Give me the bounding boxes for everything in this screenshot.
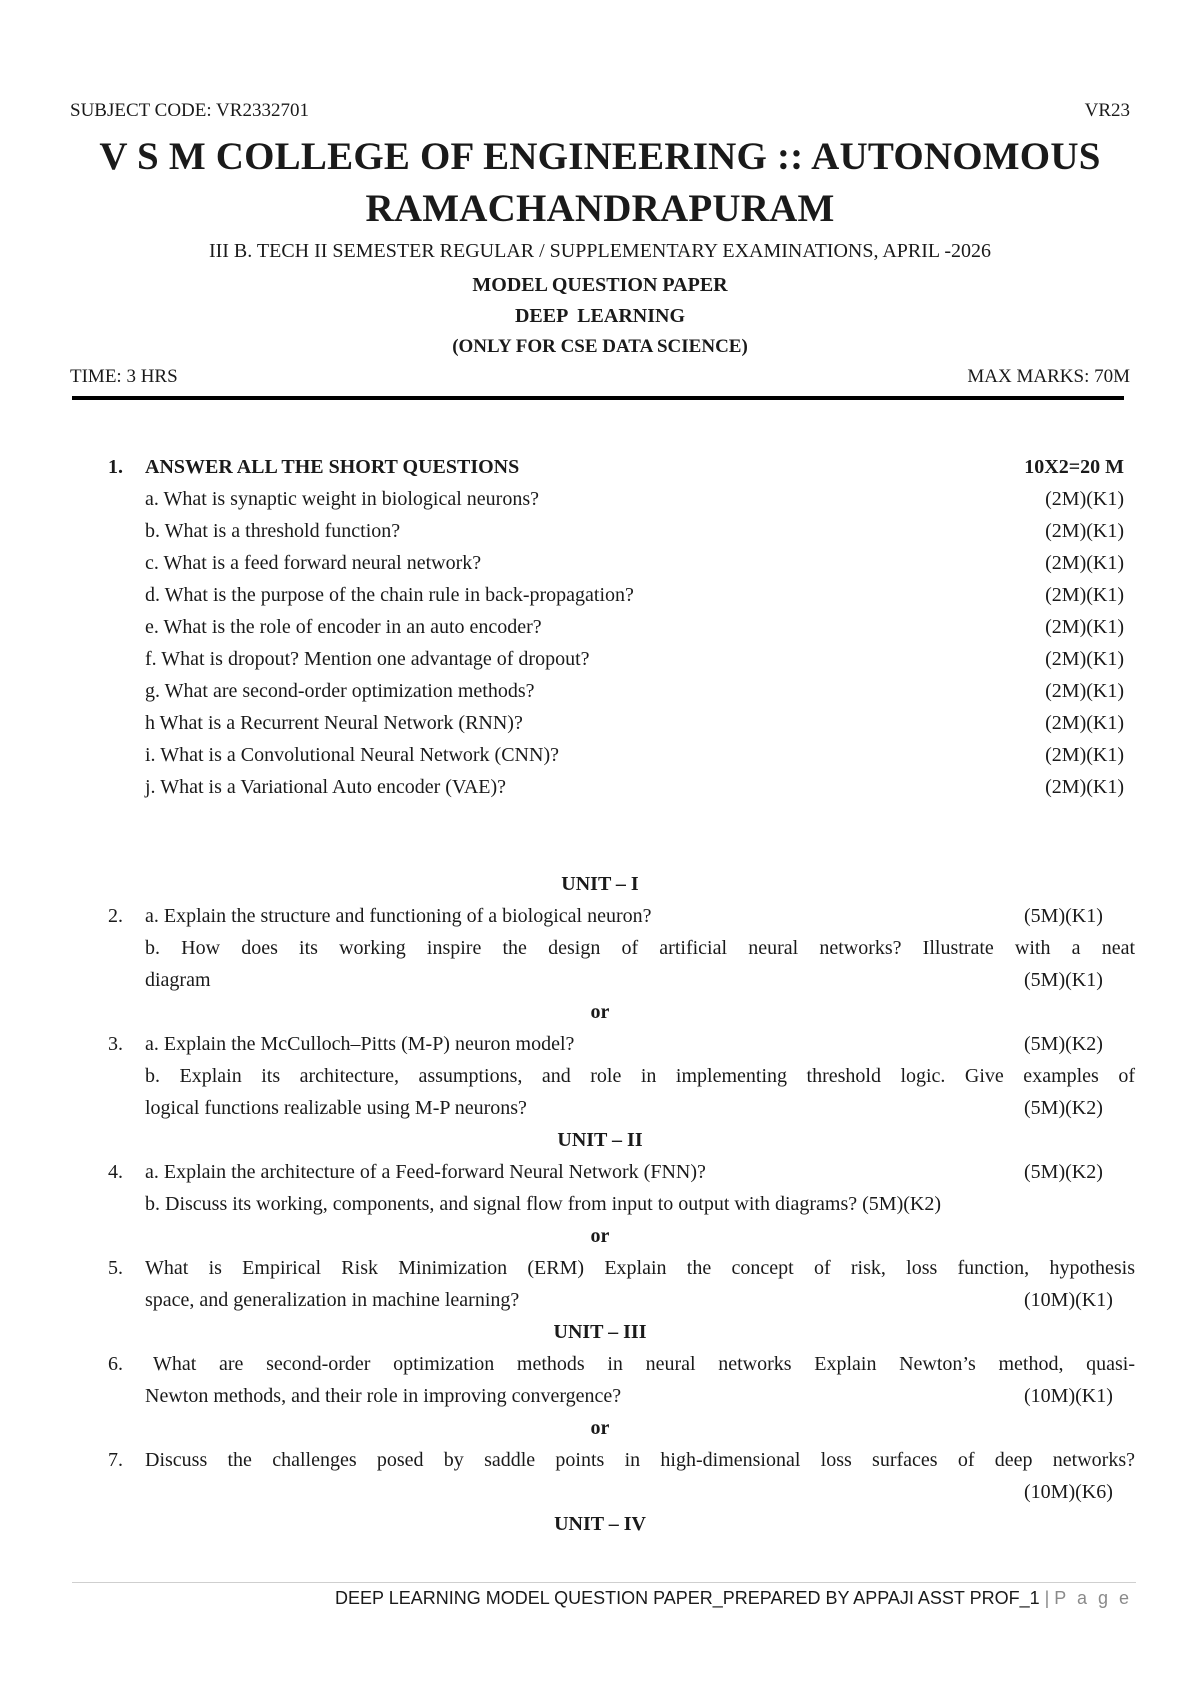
question-marks: (2M)(K1) [1045,648,1124,670]
question-6-marks: (10M)(K1) [1024,1385,1113,1407]
subject-code: SUBJECT CODE: VR2332701 [70,100,309,121]
question-4b-text: b. Discuss its working, components, and signal flow from input to output with diagrams? (5M)(K2) [145,1193,942,1215]
short-question-item [0,712,1200,742]
question-number: 5. [108,1257,123,1279]
footer-text: DEEP LEARNING MODEL QUESTION PAPER_PREPARED BY APPAJI ASST PROF_1 [335,1588,1040,1608]
or-divider: or [590,1001,610,1023]
question-marks: (2M)(K1) [1045,584,1124,606]
question-marks: (2M)(K1) [1045,776,1124,798]
question-7-marks: (10M)(K6) [1024,1481,1113,1503]
question-text: j. What is a Variational Auto encoder (VAE)? [145,776,507,798]
question-3a-text: a. Explain the McCulloch–Pitts (M-P) neuron model? [145,1033,575,1055]
question-7-text: Discuss the challenges posed by saddle points in high-dimensional loss surfaces of deep networks? [145,1449,1135,1471]
question-2b-marks: (5M)(K1) [1024,969,1103,991]
question-5-line2: space, and generalization in machine learning? [145,1289,520,1311]
question-text: h What is a Recurrent Neural Network (RNN)? [145,712,523,734]
paper-type: MODEL QUESTION PAPER [472,274,728,296]
question-text: g. What are second-order optimization methods? [145,680,535,702]
time-marks-row [70,366,1130,392]
unit-heading-2: UNIT – II [557,1129,643,1151]
question-3b-line1: b. Explain its architecture, assumptions, and role in implementing threshold logic. Give examples of [145,1065,1135,1087]
question-4a-text: a. Explain the architecture of a Feed-forward Neural Network (FNN)? [145,1161,706,1183]
footer-separator: | [1039,1588,1055,1608]
question-number: 7. [108,1449,123,1471]
section-title: ANSWER ALL THE SHORT QUESTIONS [145,456,520,478]
question-marks: (2M)(K1) [1045,712,1124,734]
question-text: d. What is the purpose of the chain rule in back-propagation? [145,584,634,606]
question-3b-marks: (5M)(K2) [1024,1097,1103,1119]
footer-divider [72,1582,1136,1583]
short-question-item [0,776,1200,806]
question-6-line1: What are second-order optimization methods in neural networks Explain Newton’s method, quasi- [153,1353,1135,1375]
question-number: 2. [108,905,123,927]
exam-time: TIME: 3 HRS [70,366,178,387]
question-number: 4. [108,1161,123,1183]
college-name: V S M COLLEGE OF ENGINEERING :: AUTONOMOUS [99,135,1101,178]
question-text: a. What is synaptic weight in biological neurons? [145,488,539,510]
question-text: e. What is the role of encoder in an auto encoder? [145,616,542,638]
exam-title: III B. TECH II SEMESTER REGULAR / SUPPLEMENTARY EXAMINATIONS, APRIL -2026 [208,240,992,262]
section-marks: 10X2=20 M [1024,456,1124,478]
subject-code-row [70,100,1130,126]
question-number: 1. [108,456,123,478]
unit-heading-3: UNIT – III [553,1321,647,1343]
regulation-code: VR23 [1084,100,1130,121]
question-6-line2: Newton methods, and their role in improving convergence? [145,1385,622,1407]
short-question-item [0,648,1200,678]
question-2a-text: a. Explain the structure and functioning of a biological neuron? [145,905,652,927]
max-marks: MAX MARKS: 70M [967,366,1130,387]
question-marks: (2M)(K1) [1045,680,1124,702]
question-text: c. What is a feed forward neural network? [145,552,482,574]
short-question-item [0,584,1200,614]
page-footer [335,1588,1132,1609]
short-question-item [0,488,1200,518]
question-text: i. What is a Convolutional Neural Network (CNN)? [145,744,559,766]
question-5-marks: (10M)(K1) [1024,1289,1113,1311]
question-marks: (2M)(K1) [1045,616,1124,638]
question-text: b. What is a threshold function? [145,520,401,542]
question-3a-marks: (5M)(K2) [1024,1033,1103,1055]
question-marks: (2M)(K1) [1045,744,1124,766]
question-marks: (2M)(K1) [1045,520,1124,542]
unit-heading-1: UNIT – I [561,873,639,895]
question-2b-line1: b. How does its working inspire the design of artificial neural networks? Illustrate with a neat [145,937,1135,959]
question-number: 3. [108,1033,123,1055]
question-marks: (2M)(K1) [1045,488,1124,510]
subject-name: DEEP LEARNING [514,305,686,327]
unit-heading-4: UNIT – IV [554,1513,646,1535]
question-2a-marks: (5M)(K1) [1024,905,1103,927]
or-divider: or [590,1417,610,1439]
question-2b-line2: diagram [145,969,211,991]
or-divider: or [590,1225,610,1247]
question-5-line1: What is Empirical Risk Minimization (ERM) Explain the concept of risk, loss function, hypothesis [145,1257,1135,1279]
question-3b-line2: logical functions realizable using M-P neurons? [145,1097,527,1119]
short-questions-heading [0,456,1200,486]
question-number: 6. [108,1353,123,1375]
question-4a-marks: (5M)(K2) [1024,1161,1103,1183]
short-question-item [0,680,1200,710]
short-question-item [0,552,1200,582]
short-question-item [0,744,1200,774]
college-location: RAMACHANDRAPURAM [365,187,835,230]
question-text: f. What is dropout? Mention one advantage of dropout? [145,648,590,670]
question-marks: (2M)(K1) [1045,552,1124,574]
restriction-note: (ONLY FOR CSE DATA SCIENCE) [452,336,748,357]
short-question-item [0,616,1200,646]
footer-page-label: P a g e [1054,1588,1132,1608]
short-question-item [0,520,1200,550]
header-divider [72,396,1124,400]
